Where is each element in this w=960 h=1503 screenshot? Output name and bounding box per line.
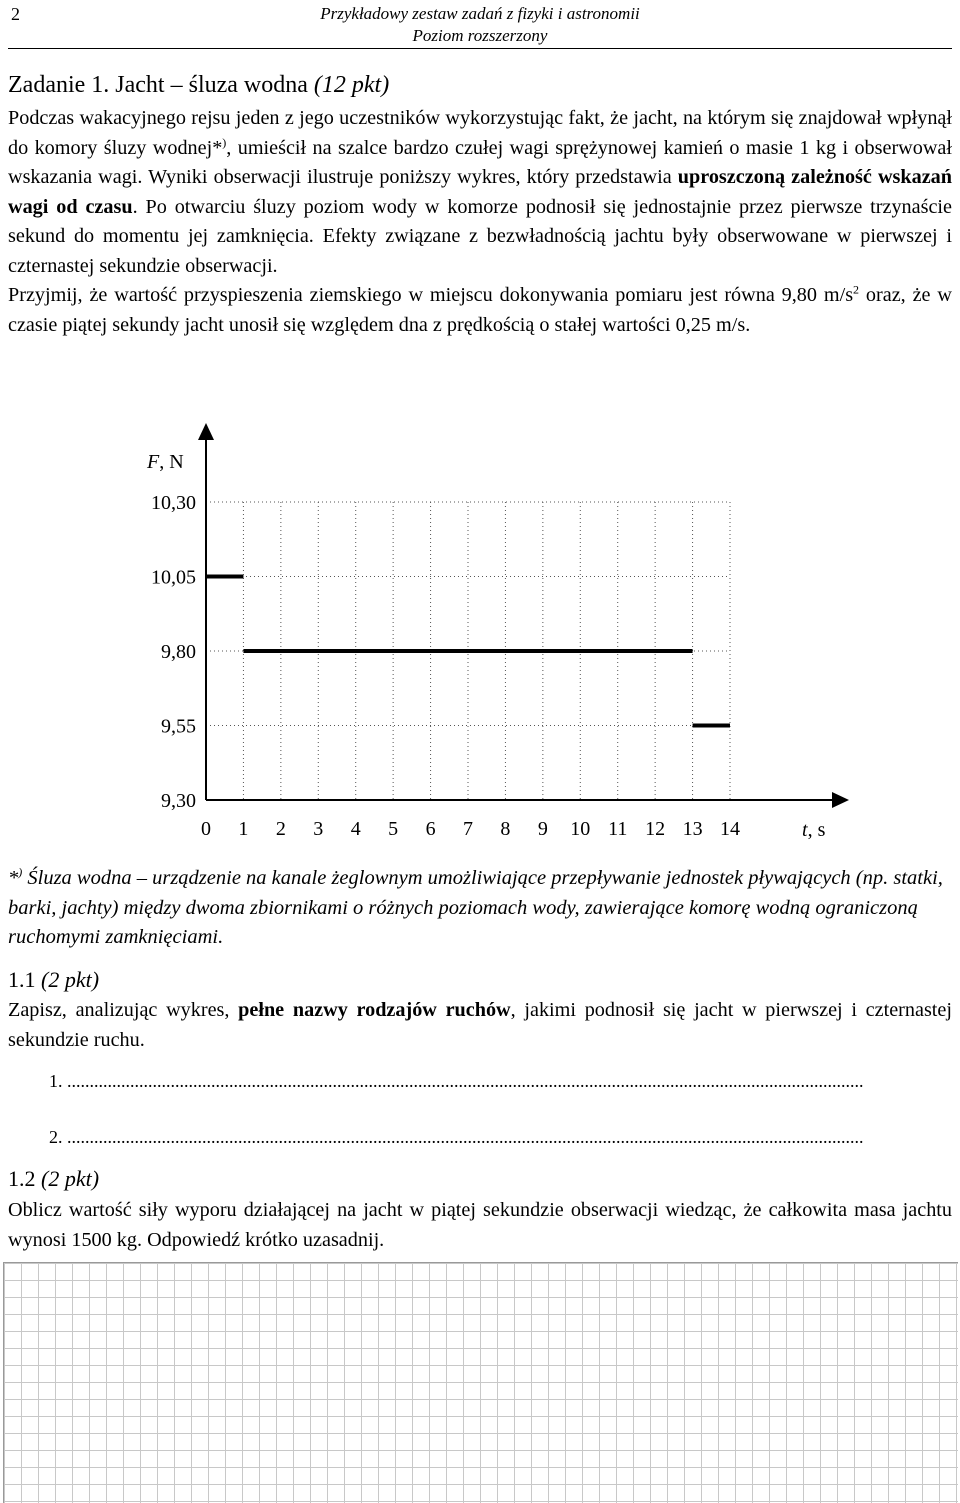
answer-grid-area[interactable] (3, 1262, 958, 1503)
x-tick-label: 1 (238, 818, 249, 840)
page-number: 2 (11, 4, 20, 24)
chart-x-tick-labels (201, 818, 740, 840)
x-tick-label: 14 (720, 818, 740, 840)
task-p1-part-b: , umieścił na szalce bardzo czułej wagi sprężynowej kamień o masie 1 kg i obserwował wskazania wagi. Wyniki obserwacji ilustruje poniższy wykres, który przedstawia (8, 136, 952, 188)
footnote-text: Śluza wodna – urządzenie na kanale żeglownym umożliwiające przepływanie jednostek pływających (np. statki, barki, jachty) między dwoma zbiornikami o różnych poziomach wody, zawierające komorę wodną ograniczoną ruchomymi zamknięciami. (8, 867, 943, 948)
y-axis-label: F, N (147, 451, 184, 473)
x-tick-label: 11 (608, 818, 628, 840)
x-tick-label: 2 (275, 818, 286, 840)
x-tick-label: 7 (463, 818, 473, 840)
y-tick-label: 9,80 (161, 641, 196, 663)
subtask-1-1-emphasis: pełne nazwy rodzajów ruchów (238, 999, 511, 1021)
chart-axes (198, 423, 849, 808)
subtask-1-1-text-a: Zapisz, analizując wykres, (8, 999, 239, 1021)
footnote (8, 864, 952, 953)
answer-line-1-label: 1. (49, 1071, 63, 1091)
answer-line-2-dots: ................................................................................................................................................................................. (67, 1127, 864, 1147)
task-p1-part-c: . Po otwarciu śluzy poziom wody w komorze podnosił się jednostajnie przez pierwsze trzynaście sekund do momentu jej zamknięcia. Efekty związane z bezwładnością jachtu były obserwowane w pierwszej i czternastej sekundzie obserwacji. (8, 195, 952, 277)
answer-line-1[interactable] (49, 1071, 954, 1092)
subtask-1-1-heading (8, 967, 99, 993)
x-tick-label: 6 (425, 818, 436, 840)
task-p1-emphasis: uproszczoną zależność wskazań wagi od czasu (8, 166, 952, 218)
x-tick-label: 0 (201, 818, 211, 840)
task-p1-footnote-mark: ) (222, 134, 227, 149)
task-heading-text: Zadanie 1. Jacht – śluza wodna (8, 72, 308, 98)
header-title-line1: Przykładowy zestaw zadań z fizyki i astronomii (320, 4, 640, 23)
footnote-marker: * (8, 867, 19, 889)
x-tick-label: 13 (682, 818, 703, 840)
y-axis-arrow-icon (198, 423, 214, 440)
subtask-1-1-points: (2 pkt) (41, 967, 100, 992)
answer-line-2-label: 2. (49, 1127, 63, 1147)
task-p2-exponent: 2 (853, 282, 860, 297)
y-tick-label: 9,30 (161, 790, 196, 812)
task-p2-part-b: oraz, że w czasie piątej sekundy jacht unosił się względem dna z prędkością o stałej wartości 0,25 m/s. (8, 284, 952, 336)
answer-line-1-dots: ................................................................................................................................................................................. (67, 1071, 864, 1091)
footnote-marker-sup: ) (18, 865, 23, 880)
x-axis-arrow-icon (832, 792, 849, 808)
y-tick-label: 10,30 (151, 492, 196, 514)
subtask-1-1-text (8, 996, 952, 1055)
x-tick-label: 10 (570, 818, 591, 840)
subtask-1-2-points: (2 pkt) (41, 1166, 100, 1191)
subtask-1-2-number: 1.2 (8, 1166, 36, 1191)
x-axis-label: t, s (802, 819, 826, 841)
task-p2-part-a: Przyjmij, że wartość przyspieszenia ziemskiego w miejscu dokonywania pomiaru jest równa 9,80 m/s (8, 284, 854, 306)
x-tick-label: 3 (313, 818, 324, 840)
y-tick-label: 10,05 (151, 566, 196, 589)
x-tick-label: 12 (645, 818, 666, 840)
x-tick-label: 8 (500, 818, 511, 840)
task-p1-part-a: Podczas wakacyjnego rejsu jeden z jego uczestników wykorzystując fakt, że jacht, na którym się znajdował wpłynął do komory śluzy wodnej* (8, 107, 952, 159)
x-tick-label: 9 (537, 818, 548, 840)
subtask-1-2-text: Oblicz wartość siły wyporu działającej na jacht w piątej sekundzie obserwacji wiedząc, że całkowita masa jachtu wynosi 1500 kg. Odpowiedź krótko uzasadnij. (8, 1199, 952, 1251)
subtask-1-1-number: 1.1 (8, 967, 36, 992)
x-tick-label: 4 (350, 818, 361, 840)
subtask-1-1-text-b: , jakimi podnosił się jacht w pierwszej i czternastej sekundzie ruchu. (8, 999, 952, 1051)
chart-y-tick-labels (151, 492, 196, 812)
task-points: (12 pkt) (313, 72, 390, 98)
y-tick-label: 9,55 (161, 715, 196, 738)
answer-line-2[interactable] (49, 1127, 954, 1148)
x-tick-label: 5 (388, 818, 399, 840)
header-title-line2: Poziom rozszerzony (412, 26, 548, 45)
subtask-1-2-heading (8, 1166, 99, 1192)
